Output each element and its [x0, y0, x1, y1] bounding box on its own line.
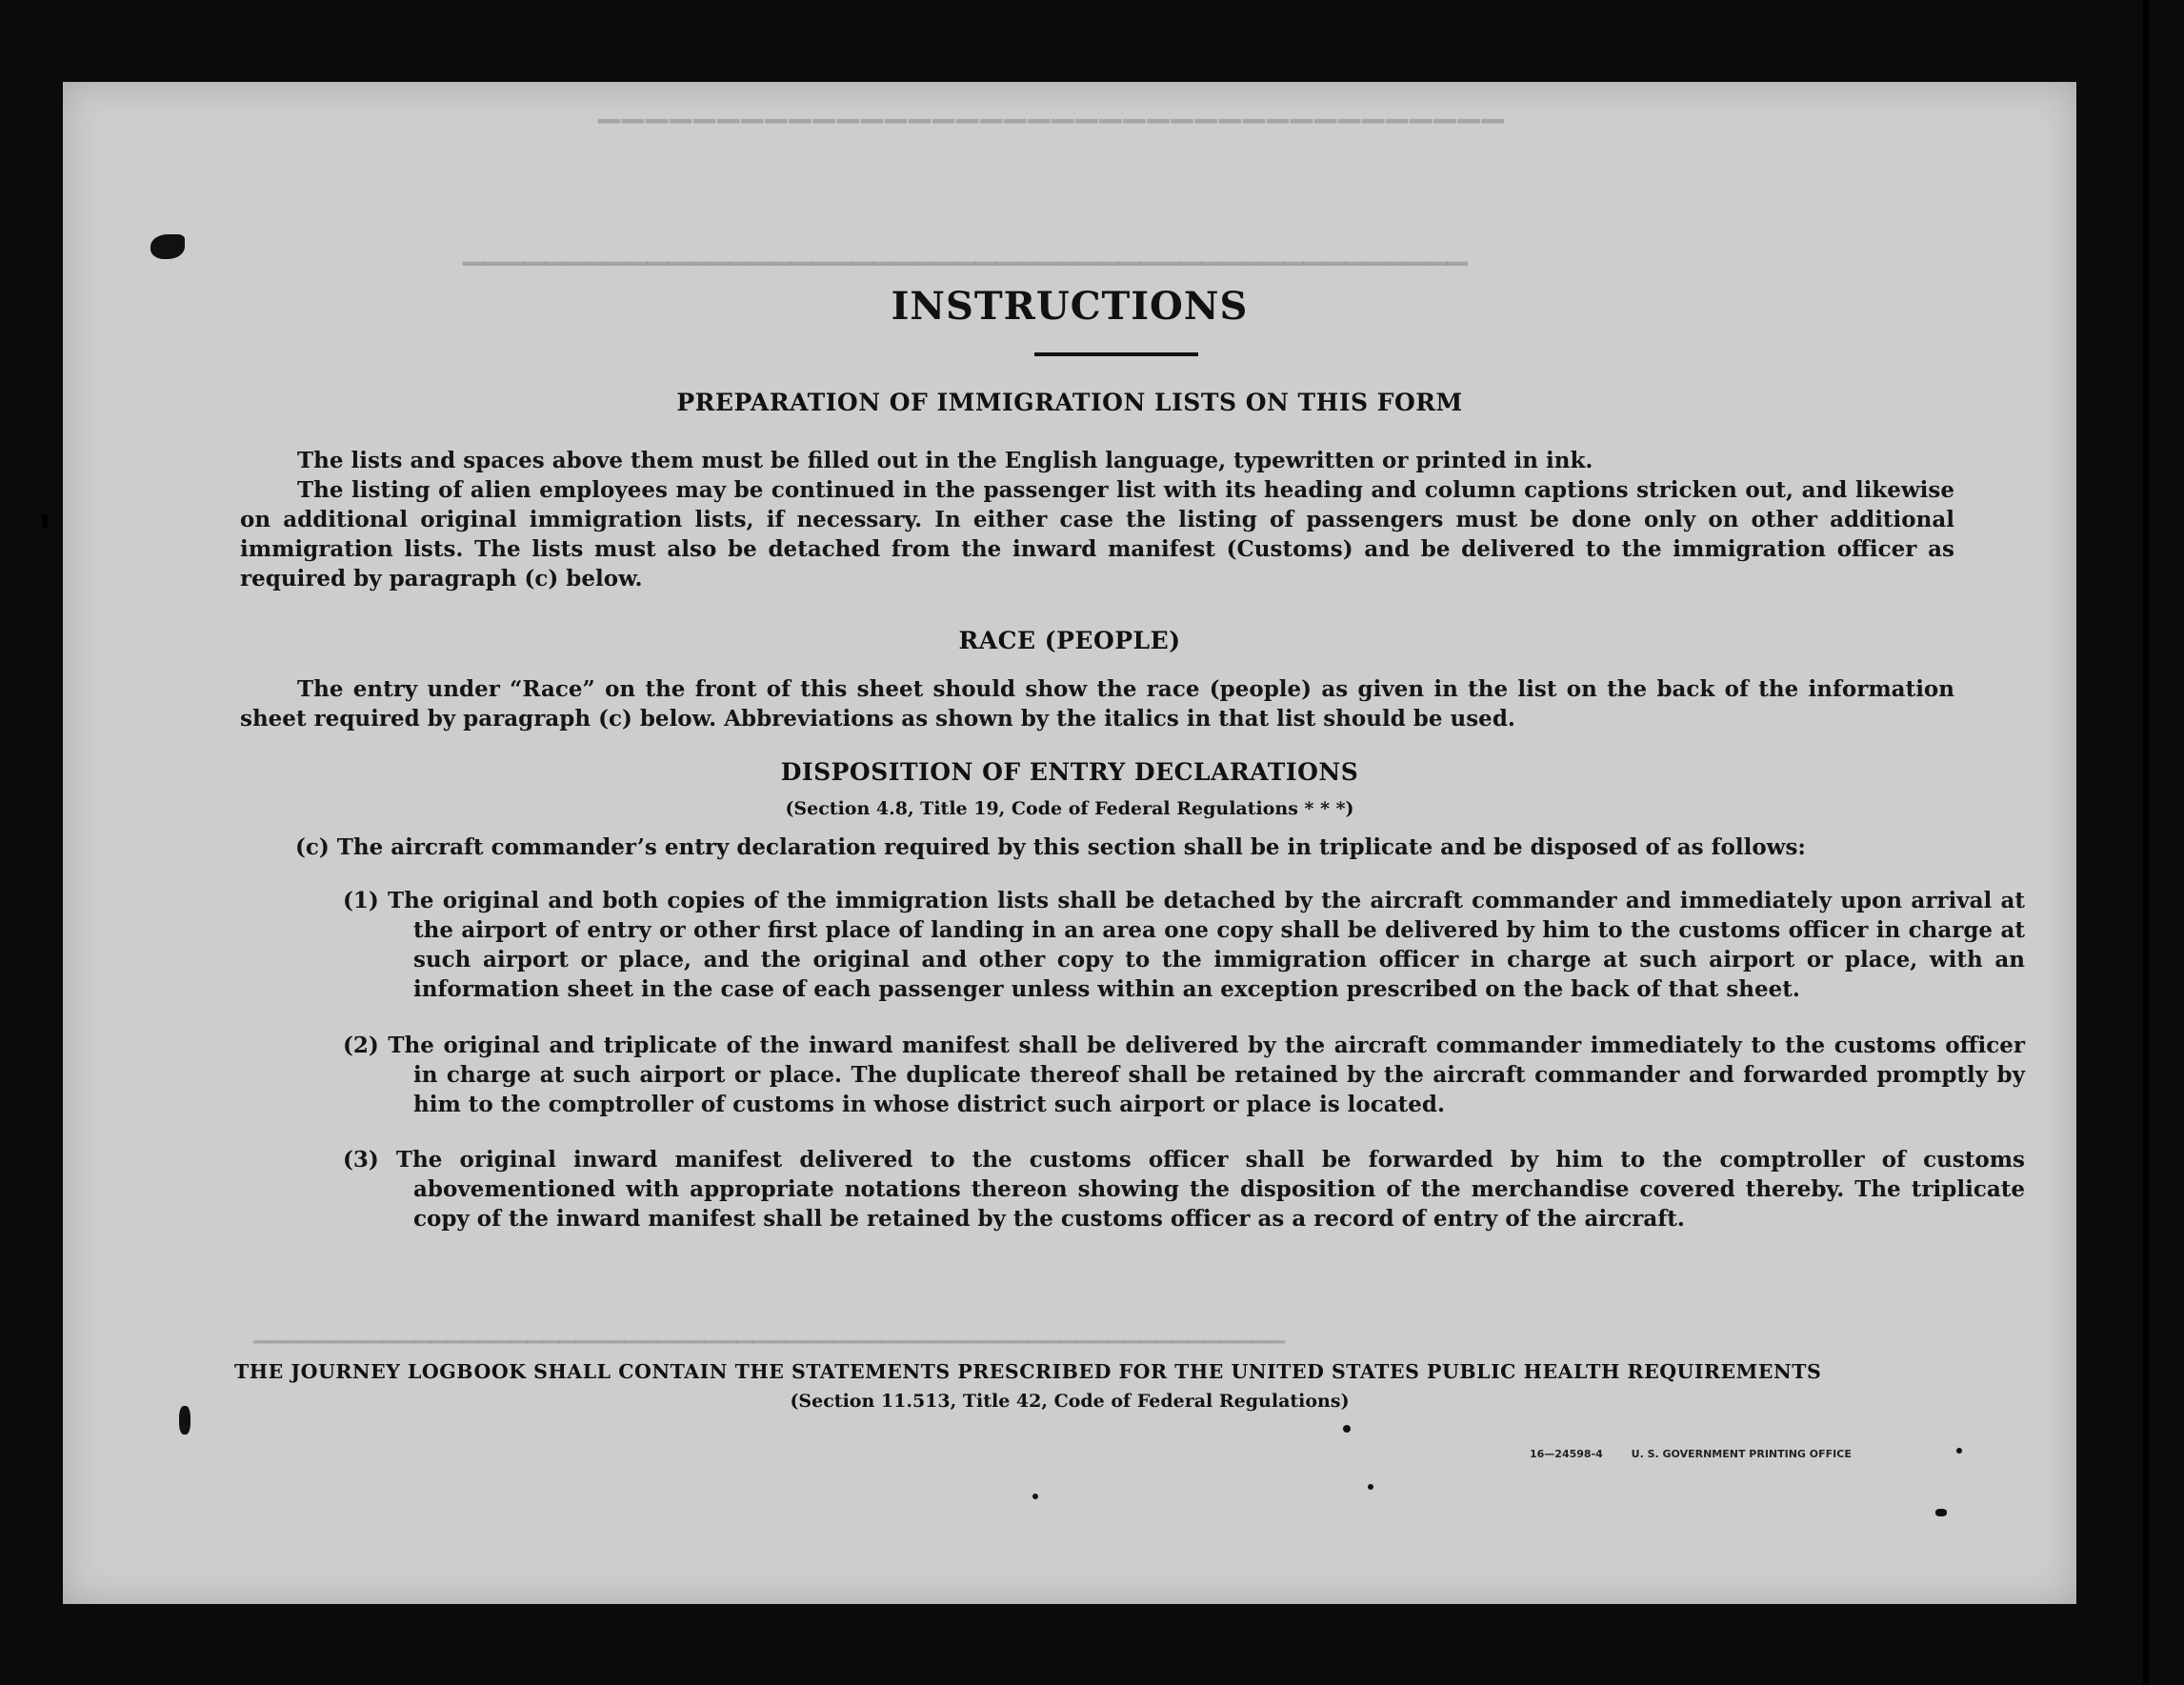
scan-edge-mark [2143, 0, 2149, 1685]
paragraph-preparation-2: The listing of alien employees may be continued in the passenger list with its heading and column captions stricken out, and likewise on additional original immigration lists, if necessary. In either case the listing of passengers must be done only on other additional immigration lists. The lists must also be detached from the inward manifest (Customs) and be delivered to the immigration officer as required by paragraph (c) below. [240, 477, 1954, 592]
bleed-through-decoration: ▔▔▔▔▔▔▔▔▔▔▔▔▔▔▔▔▔▔▔▔▔▔▔▔▔▔▔▔▔▔▔▔▔▔▔▔▔▔ [596, 120, 1504, 153]
list-item-1: (1) The original and both copies of the immigration lists shall be detached by the aircraft commander and immediately upon arrival at the airport of entry or other first place of landing in an area one copy shall be delivered by him to the customs officer in charge at such airport or place, and the original and other copy to the immigration officer in charge at such airport or place, with an information sheet in the case of each passenger unless within an exception prescribed on the back of that sheet. [343, 888, 2025, 1002]
citation-disposition: (Section 4.8, Title 19, Code of Federal Regulations * * *) [785, 798, 1354, 819]
ink-blot-mark [1032, 1494, 1038, 1499]
paragraph-race: The entry under “Race” on the front of this sheet should show the race (people) as given in the list on the back of the information sheet required by paragraph (c) below. Abbreviations as shown by the italics in that list should be used. [240, 676, 1954, 732]
paragraph-preparation-1: The lists and spaces above them must be filled out in the English language, typewritten or printed in ink. [297, 448, 1593, 473]
ink-blot-mark [150, 234, 185, 259]
heading-preparation: PREPARATION OF IMMIGRATION LISTS ON THIS FORM [676, 389, 1463, 416]
page-title: INSTRUCTIONS [891, 284, 1249, 329]
list-item-3: (3) The original inward manifest delivered to the customs officer shall be forwarded by him to the comptroller of customs abovementioned with appropriate notations thereon showing the disposition of the merchandise covered thereby. The triplicate copy of the inward manifest shall be retained by the customs officer as a record of entry of the aircraft. [343, 1147, 2025, 1232]
ink-blot-mark [1368, 1484, 1373, 1490]
paragraph-disposition-intro: (c) The aircraft commander’s entry declaration required by this section shall be in triplicate and be disposed of as follows: [295, 834, 1806, 860]
scan-edge-mark [42, 514, 48, 528]
printer-name: U. S. GOVERNMENT PRINTING OFFICE [1631, 1448, 1852, 1460]
form-number: 16—24598-4 [1530, 1448, 1603, 1460]
document-sheet [63, 82, 2076, 1604]
bleed-through-decoration: ▁▁▁▁▁▁▁▁▁▁▁▁▁▁▁▁▁▁▁▁▁▁▁▁▁▁▁▁▁▁▁▁▁▁▁▁▁▁▁▁▁▁▁▁▁▁▁▁▁ [463, 234, 1469, 266]
list-item-2: (2) The original and triplicate of the inward manifest shall be delivered by the aircraft commander immediately to the customs officer in charge at such airport or place. The duplicate thereof shall be retained by the aircraft commander and forwarded promptly by him to the comptroller of customs in whose district such airport or place is located. [343, 1033, 2025, 1117]
footer-citation: (Section 11.513, Title 42, Code of Federal Regulations) [790, 1391, 1350, 1412]
ink-blot-mark [1956, 1448, 1962, 1454]
ink-blot-mark [1935, 1509, 1947, 1516]
ink-blot-mark [1343, 1425, 1351, 1433]
title-underline [1034, 352, 1198, 356]
heading-race: RACE (PEOPLE) [958, 627, 1181, 654]
footer-statement: THE JOURNEY LOGBOOK SHALL CONTAIN THE STATEMENTS PRESCRIBED FOR THE UNITED STATES PUBLIC HEALTH REQUIREMENTS [234, 1360, 1822, 1383]
printing-line [1530, 1448, 1876, 1460]
bleed-through-decoration: ▁▁▁▁▁▁▁▁▁▁▁▁▁▁▁▁▁▁▁▁▁▁▁▁▁▁▁▁▁▁▁▁▁▁▁▁▁▁▁▁▁▁▁▁▁▁▁▁▁▁▁▁▁▁▁▁▁▁▁▁▁▁▁▁ [253, 1320, 1285, 1344]
ink-blot-mark [179, 1406, 190, 1434]
heading-disposition: DISPOSITION OF ENTRY DECLARATIONS [780, 758, 1359, 786]
